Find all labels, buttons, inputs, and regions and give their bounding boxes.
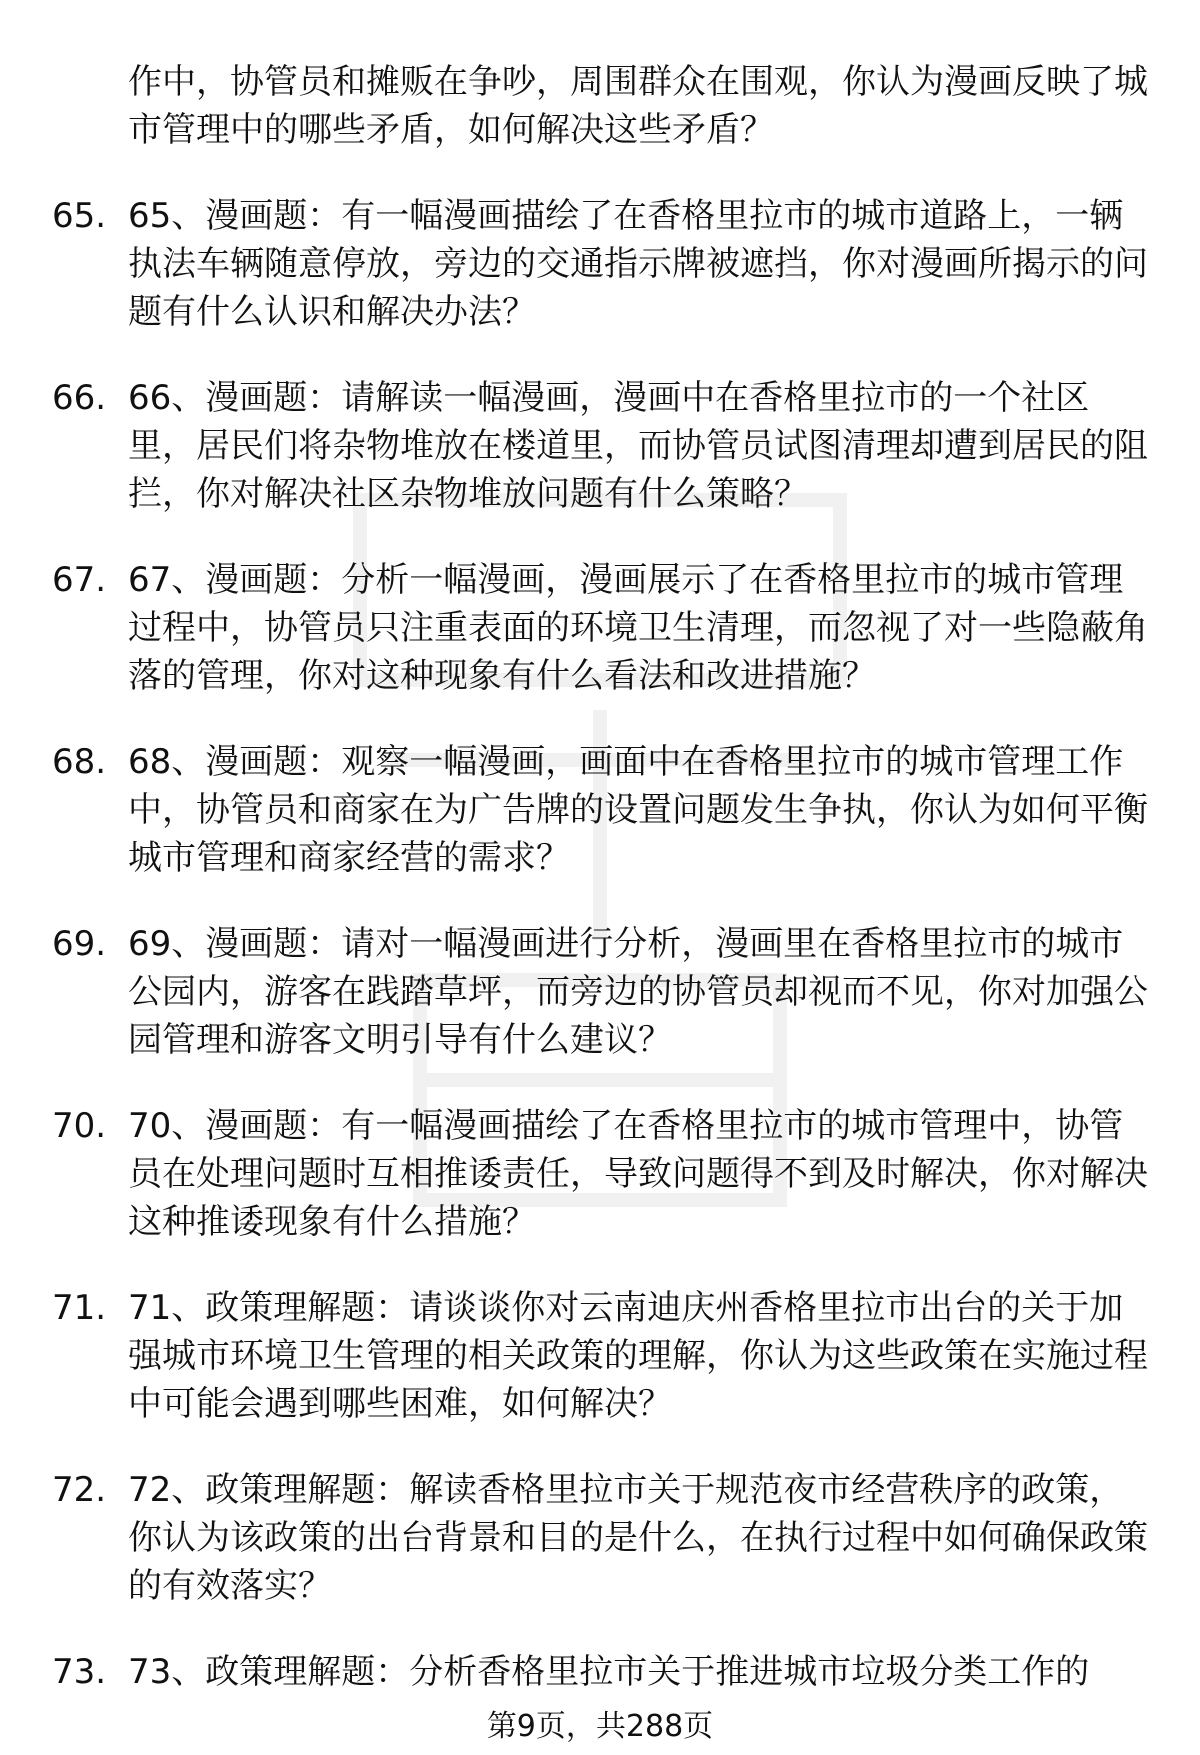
question-text: 73、政策理解题：分析香格里拉市关于推进城市垃圾分类工作的 — [128, 1652, 1090, 1692]
question-number: 69. — [52, 924, 107, 964]
continuation-paragraph: 作中，协管员和摊贩在争吵，周围群众在围观，你认为漫画反映了城市管理中的哪些矛盾，如何解决这些矛盾？ — [128, 62, 1148, 150]
question-number: 66. — [52, 378, 107, 418]
question-text: 68、漫画题：观察一幅漫画，画面中在香格里拉市的城市管理工作中，协管员和商家在为广告牌的设置问题发生争执，你认为如何平衡城市管理和商家经营的需求？ — [128, 742, 1148, 878]
question-number: 67. — [52, 560, 107, 600]
question-item — [0, 1284, 1200, 1428]
question-number: 71. — [52, 1288, 107, 1328]
question-text: 69、漫画题：请对一幅漫画进行分析，漫画里在香格里拉市的城市公园内，游客在践踏草坪，而旁边的协管员却视而不见，你对加强公园管理和游客文明引导有什么建议？ — [128, 924, 1148, 1060]
question-item — [0, 1648, 1200, 1696]
question-text: 65、漫画题：有一幅漫画描绘了在香格里拉市的城市道路上，一辆执法车辆随意停放，旁边的交通指示牌被遮挡，你对漫画所揭示的问题有什么认识和解决办法？ — [128, 196, 1148, 332]
question-text: 67、漫画题：分析一幅漫画，漫画展示了在香格里拉市的城市管理过程中，协管员只注重表面的环境卫生清理，而忽视了对一些隐蔽角落的管理，你对这种现象有什么看法和改进措施？ — [128, 560, 1148, 696]
question-text: 70、漫画题：有一幅漫画描绘了在香格里拉市的城市管理中，协管员在处理问题时互相推诿责任，导致问题得不到及时解决，你对解决这种推诿现象有什么措施？ — [128, 1106, 1148, 1242]
question-item — [0, 192, 1200, 336]
question-item — [0, 374, 1200, 518]
page-footer: 第9页，共288页 — [486, 1709, 714, 1744]
question-item — [0, 920, 1200, 1064]
question-item — [0, 1466, 1200, 1610]
question-number: 72. — [52, 1470, 107, 1510]
question-number: 65. — [52, 196, 107, 236]
question-number: 70. — [52, 1106, 107, 1146]
question-item — [0, 1102, 1200, 1246]
question-number: 68. — [52, 742, 107, 782]
question-list — [0, 192, 1200, 1734]
question-text: 72、政策理解题：解读香格里拉市关于规范夜市经营秩序的政策，你认为该政策的出台背景和目的是什么，在执行过程中如何确保政策的有效落实？ — [128, 1470, 1148, 1606]
question-text: 71、政策理解题：请谈谈你对云南迪庆州香格里拉市出台的关于加强城市环境卫生管理的相关政策的理解，你认为这些政策在实施过程中可能会遇到哪些困难，如何解决？ — [128, 1288, 1148, 1424]
question-number: 73. — [52, 1652, 107, 1692]
question-item — [0, 556, 1200, 700]
question-text: 66、漫画题：请解读一幅漫画，漫画中在香格里拉市的一个社区里，居民们将杂物堆放在楼道里，而协管员试图清理却遭到居民的阻拦，你对解决社区杂物堆放问题有什么策略？ — [128, 378, 1148, 514]
question-item — [0, 738, 1200, 882]
